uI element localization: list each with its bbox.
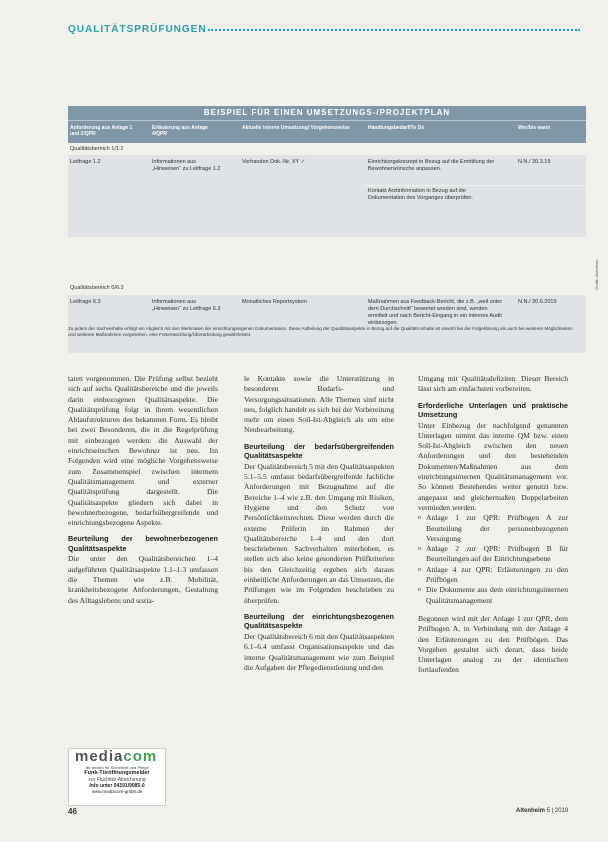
- paragraph: Die unter den Qualitätsbereichen 1–4 aufgeführten Qualitätsaspekte 1.1–1.3 umfassen die Themen wie z.B. Mobilität, krankheitsbezogene Anforderungen, Gestaltung des Alltagslebens und sozia-: [68, 554, 218, 605]
- footer-magazine: [516, 808, 568, 814]
- cell-wer: N.N./ 30.6.2019: [518, 299, 557, 305]
- page-number: 46: [68, 807, 77, 816]
- subheading: Beurteilung der einrichtungsbezogenen Qualitätsaspekte: [244, 611, 394, 631]
- section-header: [68, 19, 580, 35]
- cell-erlaeuterung: Informationen aus „Hinweisen“ zu Leitfrage 6.3: [152, 299, 221, 312]
- cell-todo: Kontakt Arztinformation in Bezug auf die Dokumentation des Vorganges überprüfen.: [368, 188, 473, 201]
- subheading: Erforderliche Unterlagen und praktische Umsetzung: [418, 400, 568, 420]
- list-item: o Anlage 4 zur QPR: Erläuterungen zu den Prüfbögen: [426, 565, 568, 586]
- table-header-row: [68, 120, 586, 143]
- column-header: Aktuelle interne Umsetzung/ Vorgehensweise: [242, 125, 350, 131]
- document-list: [418, 513, 568, 606]
- list-item: o Die Dokumente aus dem einrichtungsinternen Qualitätsmanagement: [426, 585, 568, 606]
- header-dotted-rule: [208, 29, 580, 31]
- subheading: Beurteilung der bewohnerbezogenen Qualitätsaspekte: [68, 534, 218, 553]
- project-plan-table: [68, 106, 586, 326]
- column-header: Handlungsbedarf/To Do: [368, 125, 425, 131]
- table-row: [68, 295, 586, 353]
- cell-todo: Maßnahmen aus Feedback-Bericht, die z.B. „weil unter dem Durchschnitt“ bewertet worden sind, werden ermittelt und nach Bericht-Eingang in ein internes Audit einbezogen.: [368, 299, 503, 326]
- column-header: Erläuterung aus Anlage 4/QPR: [152, 125, 208, 137]
- ad-contact: Info unter 04191/9085-0: [89, 783, 145, 789]
- graphic-credit: Grafik: Altenheim: [594, 259, 599, 290]
- ad-logo-text: media: [75, 748, 124, 765]
- ad-subline: zur Fluchttür-Absicherung: [88, 777, 146, 783]
- group-label: Qualitätsbereich 1/1.2: [68, 144, 586, 155]
- table-title: BEISPIEL FÜR EINEN UMSETZUNGS-/PROJEKTPLAN: [68, 106, 586, 120]
- list-item: o Anlage 2 zur QPR: Prüfbogen B für Beurteilungen auf der Einrichtungsebene: [426, 544, 568, 565]
- cell-erlaeuterung: Informationen aus „Hinweisen“ zu Leitfrage 1.2: [152, 159, 221, 172]
- list-item: o Anlage 1 zur QPR: Prüfbogen A zur Beurteilung der personenbezogenen Versorgung: [426, 513, 568, 544]
- section-title: QUALITÄTSPRÜFUNGEN: [68, 24, 207, 35]
- issue-number: 5 | 2019: [546, 808, 569, 814]
- row-divider: [364, 185, 586, 186]
- ad-headline: Funk-Türöffnungsmelder: [84, 770, 150, 776]
- article-column-1: [68, 374, 218, 606]
- paragraph: Unter Einbezug der nachfolgend genannten Unterlagen nimmt das interne QM bzw. einen Soll-Ist-Abgleich zwischen den neuen Anforderungen und den bestehenden Dokumenten/Maßnahmen aus dem einrichtungsinternen Qualitätsmanagement vor. So können Bestehendes weiter genutzt bzw. angepasst und gleichermaßen Doppelarbeiten vermieden werden.: [418, 420, 568, 512]
- cell-umsetzung: Vorhanden Dok.-Nr. XY ✓: [242, 159, 306, 165]
- cell-anforderung: Leitfrage 1.2: [70, 159, 101, 165]
- ad-url: www.mediacom-gmbh.de: [91, 789, 143, 794]
- paragraph: Umgang mit Qualitätsdefiziten. Dieser Bereich lässt sich am einfachsten vorbereiten.: [418, 374, 568, 394]
- group-label: Qualitätsbereich 6/6.3: [68, 283, 586, 294]
- cell-anforderung: Leitfrage 6.3: [70, 299, 101, 305]
- paragraph: Der Qualitätsbereich 5 mit den Qualitätsaspekten 5.1–5.5 umfasst bedarfsübergreifende fachliche Anforderungen mit Bezugnahme auf die Bereiche 1–4 wie z.B. den Umgang mit Risiken, Hygiene und den Schutz von Persönlichkeitsrechten. Diese werden durch die externe Prüferin im Rahmen der Qualitätsbereiche 1–4 und den dort beschriebenen Sachverhalten miterhoben, es stellen sich also keine gesonderten Prüfkriterien bis den Gleichzeitig ergeben sich daraus einheitliche Anforderungen an das Umsetzen, die Prüfungen wie im Folgenden beschrieben zu überprüfen.: [244, 461, 394, 605]
- ad-tagline: die besten für Sicherheit und Pflege: [85, 765, 149, 770]
- cell-todo: Einrichtungskonzept in Bezug auf die Ermittlung der Bewohnerwünsche anpassen.: [368, 159, 495, 172]
- table-body: [68, 143, 586, 326]
- table-footnote: Zu jedem der Sachverhalte erfolgt ein Abgleich mit den Merkmalen der einrichtungseigenen Dokumentation. Diese Aufteilung der Qualitätsaspekte in Bezug auf die Qualitäts-Inhalte ist sowohl bei der Folgeklärung als auch bei weiteren Möglichkeiten und weiteren Maßnahmen vorgesehen, eine Fortentwicklung/Überarbeitung gewährleistet.: [68, 326, 573, 337]
- subheading: Beurteilung der bedarfsübergreifenden Qualitätsaspekte: [244, 441, 394, 461]
- column-header: Wer/bis wann: [518, 125, 551, 131]
- ad-logo-accent: com: [123, 748, 158, 765]
- advertisement: [68, 748, 166, 806]
- ad-logo: [69, 749, 165, 765]
- article-column-2: [244, 374, 394, 673]
- cell-wer: N.N./ 30.3.19: [518, 159, 551, 165]
- paragraph: Begonnen wird mit der Anlage 1 zur QPR, dem Prüfbogen A, in Verbindung mit der Anlage 4 den Erläuterungen zu den Prüfbögen. Das Vorgehen gestaltet sich derart, dass beide Unterlagen analog zu der identischen fortlaufenden: [418, 613, 568, 675]
- paragraph: taten vorgenommen. Die Prüfung selbst bezieht sich auf sechs Qualitätsbereiche und die jeweils darin einbezogenen Qualitätsaspekte. Die Qualitätsprüfung folgt in ihrem wesentlichen Ablaufstrukturen des bekannten Form. Es bleibt bei zwei Besonderen, die in die Regelprüfung mit einbezogen werden: die Auswahl der einrichtseitschen Bewohner ist neu. Im Folgenden wird eine mögliche Vorgehensweise zum Zusammenspiel zwischen internem Qualitätsmanagement und externer Qualitätsprüfung dargestellt. Die Qualitätsaspekte gliedern sich dabei in bewohnerbezogene, bedarfsübergreifende und einrichtungsbezogene Aspekte.: [68, 374, 218, 528]
- paragraph: Der Qualitätsbereich 6 mit den Qualitätsaspekten 6.1–6.4 umfasst Organisationsaspekte und das interne Qualitätsmanagement wie zum Beispiel die Aufgaben der Pflegedienstleitung und den: [244, 631, 394, 672]
- paragraph: le Kontakte sowie die Unterstützung in besonderen Bedarfs- und Versorgungssituationen. Alle Themen sind nicht neu, folglich handelt es sich bei der Vorbereitung mehr um einen Soll-Ist-Abgleich als um eine Neubearbeitung.: [244, 374, 394, 435]
- cell-umsetzung: Monatliches Reportsystem: [242, 299, 307, 305]
- table-row: [68, 155, 586, 237]
- magazine-name: Altenheim: [516, 808, 546, 814]
- column-header: Anforderung aus Anlage 1 und 2/QPR: [70, 125, 133, 137]
- article-column-3: [418, 374, 568, 676]
